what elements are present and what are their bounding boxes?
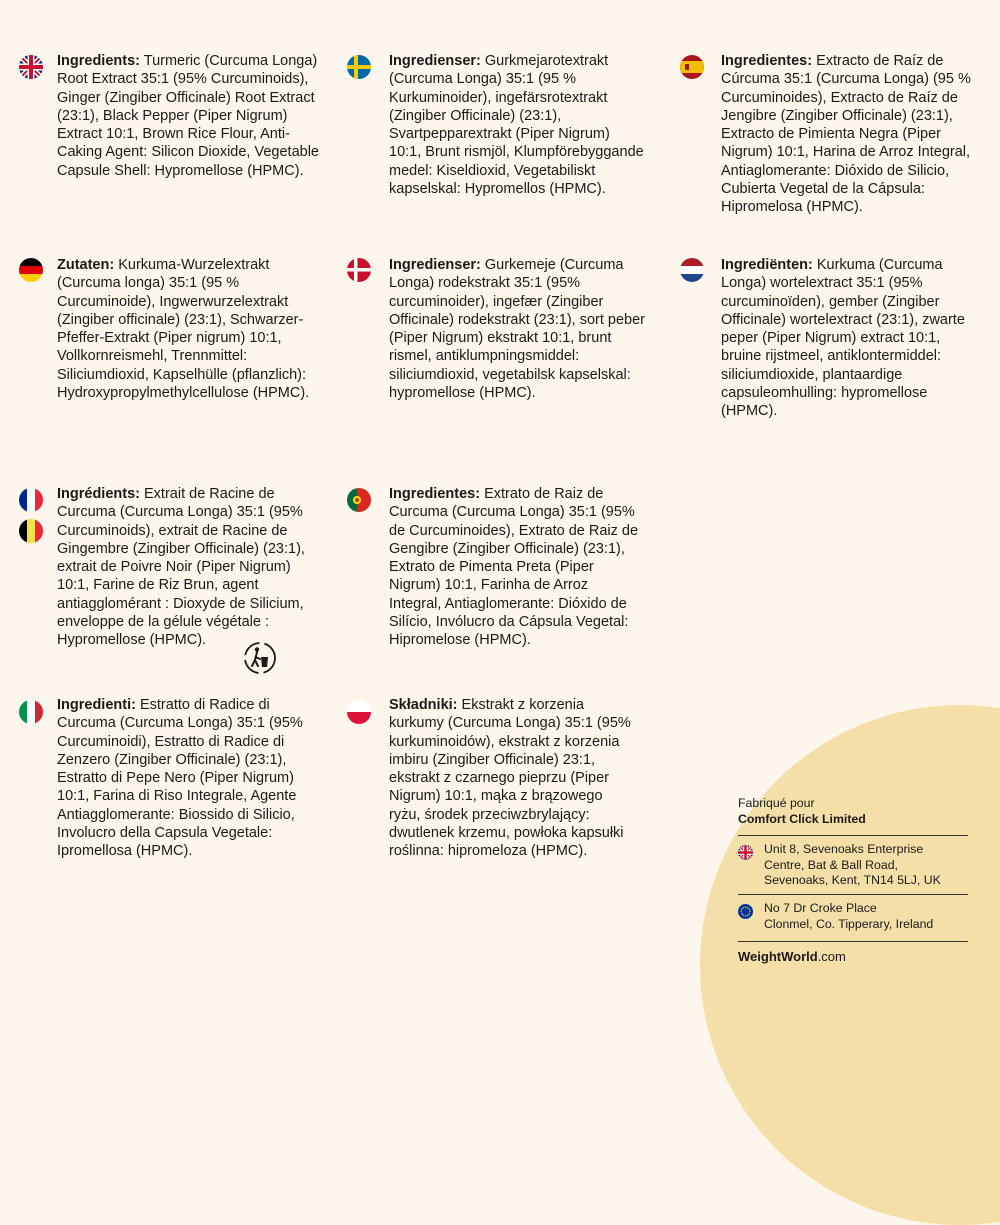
uk-address-line: Centre, Bat & Ball Road, (764, 857, 898, 872)
sweden-flag-icon (347, 55, 371, 79)
italy-flag-icon (19, 700, 43, 724)
decorative-circle (700, 705, 1000, 1225)
block-label: Ingrédients: (57, 486, 140, 502)
ingredients-italian (57, 696, 307, 861)
ingredients-spanish (721, 52, 977, 217)
block-text: Ekstrakt z korzenia kurkumy (Curcuma Longa) 35:1 (95% kurkuminoidów), ekstrakt z korzenia imbiru (Zingiber Officinale) 23:1, ekstrakt z czarnego pieprzu (Piper Nigrum) 10:1, mąka z brązowego ryżu, środek przeciwzbrylający: dwutlenek krzemu, powłoka kapsułki roślinna: hipromeloza (HPMC). (389, 697, 631, 860)
website-link[interactable] (738, 941, 968, 965)
belgium-flag-icon (19, 519, 43, 543)
portugal-flag-icon (347, 488, 371, 512)
ingredients-german (57, 256, 319, 402)
website-domain: .com (817, 949, 846, 965)
uk-address (738, 835, 968, 894)
company-name: Comfort Click Limited (738, 811, 866, 826)
ingredients-english (57, 52, 319, 180)
uk-address-line: Unit 8, Sevenoaks Enterprise (764, 842, 924, 857)
block-label: Ingredientes: (389, 486, 481, 502)
block-label: Ingredienser: (389, 257, 481, 273)
block-text: Extrait de Racine de Curcuma (Curcuma Longa) 35:1 (95% Curcuminoids), extrait de Racine de Gingembre (Zingiber Officinale) (23:1), extrait de Poivre Noir (Piper Nigrum) 10:1, Farine de Riz Brun, agent antiagglomérant : Dioxyde de Silicium, enveloppe de la gélule végétale : Hypromellose (HPMC). (57, 486, 305, 649)
block-text: Gurkemeje (Curcuma Longa) rodekstrakt 35:1 (95% curcuminoider), ingefær (Zingiber Officinale) rodekstrakt (23:1), sort peber (Piper Nigrum) ekstrakt 10:1, brunt rismel, antiklumpningsmiddel: siliciumdioxid, vegetabilsk kapselskal: hypromellose (HPMC). (389, 257, 646, 402)
netherlands-flag-icon (680, 258, 704, 282)
ingredients-french (57, 485, 307, 650)
block-label: Składniki: (389, 697, 458, 713)
block-label: Ingredienser: (389, 53, 481, 69)
block-text: Extrato de Raiz de Curcuma (Curcuma Longa) 35:1 (95% de Curcuminoides), Extrato de Raiz de Gengibre (Zingiber Officinale) (23:1), Extrato de Pimenta Preta (Piper Nigrum) 10:1, Farinha de Arroz Integral, Antiaglomerante: Dióxido de Silício, Invólucro da Cápsula Vegetal: Hipromelose (HPMC). (389, 486, 639, 649)
ingredients-dutch (721, 256, 977, 421)
block-text: Kurkuma (Curcuma Longa) wortelextract 35:1 (95% curcuminoïden), gember (Zingiber Officinale) wortelextract (23:1), zwarte peper (Piper Nigrum) extract 10:1, bruine rijstmeel, antiklontermiddel: siliciumdioxide, plantaardige capsuleomhulling: hypromellose (HPMC). (721, 257, 965, 420)
ingredients-swedish (389, 52, 645, 198)
recycle-disposal-icon (242, 640, 278, 676)
eu-address (738, 894, 968, 937)
block-label: Ingredients: (57, 53, 140, 69)
eu-address-line: Clonmel, Co. Tipperary, Ireland (764, 916, 934, 931)
block-text: Turmeric (Curcuma Longa) Root Extract 35:1 (95% Curcuminoids), Ginger (Zingiber Officinale) Root Extract (23:1), Black Pepper (Piper Nigrum) Extract 10:1, Brown Rice Flour, Anti-Caking Agent: Silicon Dioxide, Vegetable Capsule Shell: Hypromellose (HPMC). (57, 53, 319, 179)
germany-flag-icon (19, 258, 43, 282)
block-text: Extracto de Raíz de Cúrcuma 35:1 (Curcuma Longa) (95 % Curcuminoides), Extracto de Raíz de Jengibre (Zingiber Officinale) (23:1), Extracto de Pimienta Negra (Piper Nigrum) 10:1, Harina de Arroz Integral, Antiaglomerante: Dióxido de Silicio, Cubierta Vegetal de la Cápsula: Hipromelosa (HPMC). (721, 53, 971, 216)
block-text: Gurkmejarotextrakt (Curcuma Longa) 35:1 (95 % Kurkuminoider), ingefärsrotextrakt (Zingiber Officinale) (23:1), Svartpepparextrakt (Piper Nigrum) 10:1, Brunt rismjöl, Klumpförebyggande medel: Kiseldioxid, Vegetabiliskt kapselskal: Hypromellos (HPMC). (389, 53, 644, 198)
ingredients-polish (389, 696, 634, 861)
uk-flag-small-icon (738, 845, 753, 860)
france-flag-icon (19, 488, 43, 512)
uk-flag-icon (19, 55, 43, 79)
block-text: Kurkuma-Wurzelextrakt (Curcuma longa) 35:1 (95 % Curcuminoide), Ingwerwurzelextrakt (Zingiber officinale) (23:1), Schwarzer-Pfeffer-Extrakt (Piper nigrum) 10:1, Vollkornreismehl, Trennmittel: Siliciumdioxid, Kapselhülle (pflanzlich): Hydroxypropylmethylcellulose (HPMC). (57, 257, 310, 402)
manufacturer-info (738, 796, 968, 965)
ingredients-danish (389, 256, 645, 402)
block-text: Estratto di Radice di Curcuma (Curcuma Longa) 35:1 (95% Curcuminoidi), Estratto di Radice di Zenzero (Zingiber Officinale) (23:1), Estratto di Pepe Nero (Piper Nigrum) 10:1, Farina di Riso Integrale, Agente Antiagglomerante: Biossido di Silicio, Involucro della Capsula Vegetale: Ipromellosa (HPMC). (57, 697, 303, 860)
block-label: Ingredientes: (721, 53, 813, 69)
made-for-label: Fabriqué pour (738, 796, 815, 810)
eu-address-line: No 7 Dr Croke Place (764, 900, 877, 915)
block-label: Ingrediënten: (721, 257, 813, 273)
block-label: Zutaten: (57, 257, 115, 273)
denmark-flag-icon (347, 258, 371, 282)
block-label: Ingredienti: (57, 697, 136, 713)
eu-flag-small-icon (738, 904, 753, 919)
website-brand: WeightWorld (738, 949, 818, 965)
ingredients-portuguese (389, 485, 639, 650)
spain-flag-icon (680, 55, 704, 79)
poland-flag-icon (347, 700, 371, 724)
uk-address-line: Sevenoaks, Kent, TN14 5LJ, UK (764, 873, 941, 888)
